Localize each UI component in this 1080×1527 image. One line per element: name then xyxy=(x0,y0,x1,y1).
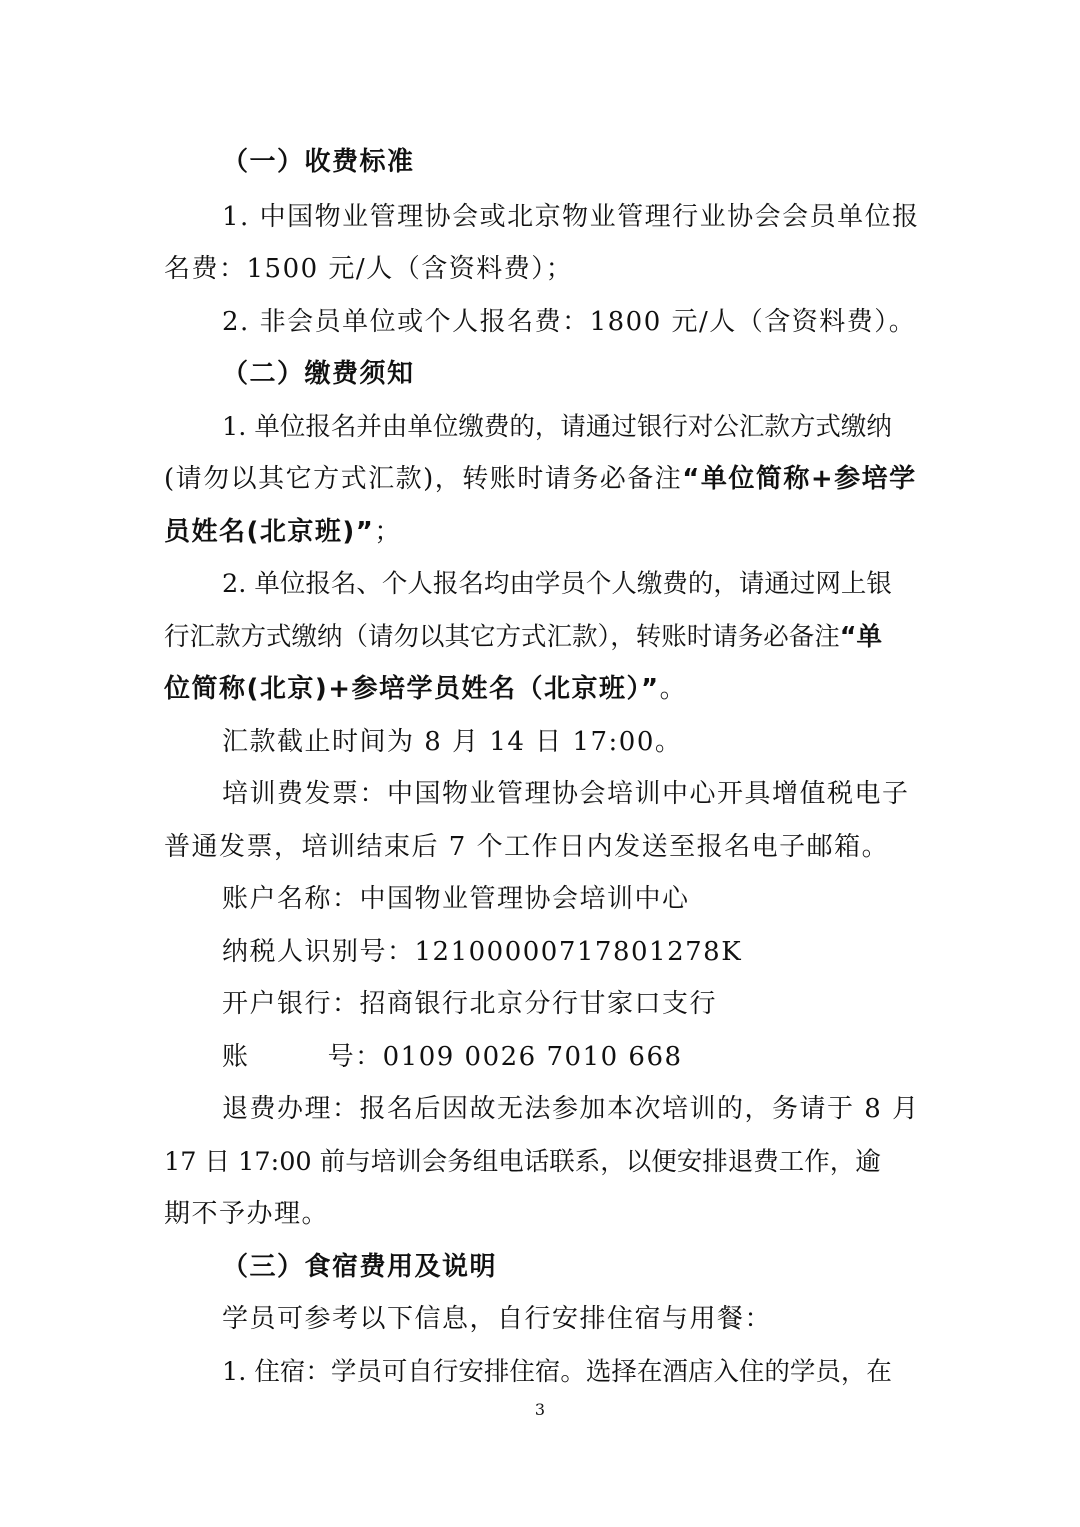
section2-item1-line3-punct: ； xyxy=(374,517,402,547)
section2-item1-line2-text: (请勿以其它方式汇款)，转账时请务必备注 xyxy=(164,464,683,494)
refund-line3: 期不予办理。 xyxy=(164,1199,330,1229)
tax-id: 纳税人识别号：12100000717801278K xyxy=(222,937,743,967)
section2-item2-line3 xyxy=(164,663,687,715)
section2-item1-line2 xyxy=(164,453,917,505)
section1-item1-line1: 1. 中国物业管理协会或北京物业管理行业协会会员单位报 xyxy=(222,202,920,232)
section2-item2-line1: 2. 单位报名、个人报名均由学员个人缴费的，请通过网上银 xyxy=(222,569,892,599)
section1-item2: 2. 非会员单位或个人报名费：1800 元/人（含资料费）。 xyxy=(222,307,917,337)
refund-line1: 退费办理：报名后因故无法参加本次培训的，务请于 8 月 xyxy=(222,1094,920,1124)
section2-item1-remark-end: 员姓名(北京班)” xyxy=(164,517,375,547)
section1-item1-line2: 名费：1500 元/人（含资料费）； xyxy=(164,254,574,284)
section2-item2-line3-punct: 。 xyxy=(659,674,688,704)
section2-item2-line2 xyxy=(164,611,882,663)
section2-heading: （二）缴费须知 xyxy=(222,359,415,389)
account-number: 账 号：0109 0026 7010 668 xyxy=(222,1042,683,1072)
page-number: 3 xyxy=(534,1400,546,1419)
section2-item1-line3 xyxy=(164,506,402,558)
invoice-line2: 普通发票，培训结束后 7 个工作日内发送至报名电子邮箱。 xyxy=(164,832,890,862)
section2-item1-remark-start: “单位简称+参培学 xyxy=(682,464,917,494)
section3-heading: （三）食宿费用及说明 xyxy=(222,1252,498,1282)
section3-intro: 学员可参考以下信息，自行安排住宿与用餐： xyxy=(222,1304,773,1334)
section2-item2-line2-text: 行汇款方式缴纳（请勿以其它方式汇款），转账时请务必备注 xyxy=(164,622,840,652)
invoice-line1: 培训费发票：中国物业管理协会培训中心开具增值税电子 xyxy=(222,779,910,809)
section1-heading: （一）收费标准 xyxy=(222,147,415,177)
section2-item2-remark-end: 位简称(北京)+参培学员姓名（北京班）” xyxy=(164,674,660,704)
refund-line2: 17 日 17:00 前与培训会务组电话联系，以便安排退费工作，逾 xyxy=(164,1147,881,1177)
section2-item2-remark-start: “单 xyxy=(839,622,883,652)
bank-name: 开户银行：招商银行北京分行甘家口支行 xyxy=(222,989,718,1019)
section3-item1-line1: 1. 住宿：学员可自行安排住宿。选择在酒店入住的学员，在 xyxy=(222,1357,892,1387)
payment-deadline: 汇款截止时间为 8 月 14 日 17:00。 xyxy=(222,727,683,757)
account-name: 账户名称：中国物业管理协会培训中心 xyxy=(222,884,690,914)
section2-item1-line1: 1. 单位报名并由单位缴费的，请通过银行对公汇款方式缴纳 xyxy=(222,412,892,442)
